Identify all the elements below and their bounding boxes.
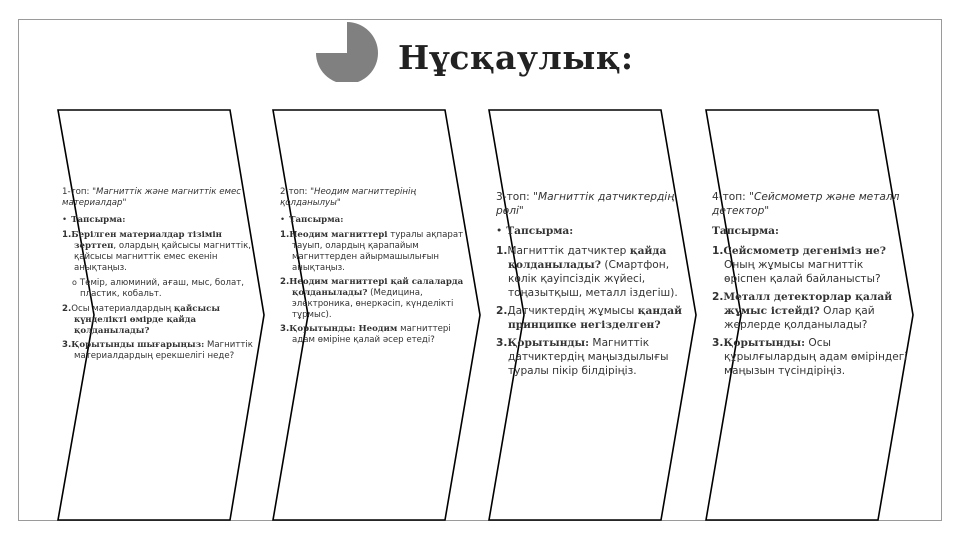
page-title: Нұсқаулық: — [398, 38, 634, 77]
task-label: Тапсырма: — [289, 215, 344, 225]
group-prefix: 3-топ: — [496, 191, 534, 203]
group-panel-1 — [62, 187, 258, 365]
list-item: 1.Магниттік датчиктер қайда қолданылады? (Смартфон, көлік қауіпсіздік жүйесі, тоңазытқыш, металл іздегіш). — [496, 245, 678, 299]
list-item: 1.Сейсмометр дегеніміз не? Оның жұмысы магниттік өріспен қалай байланысты? — [712, 245, 886, 285]
list-item: 3.Қорытынды: Неодим магниттері адам өміріне қалай әсер етеді? — [280, 324, 451, 345]
list-item: 3.Қорытынды: Осы құрылғылардың адам өміріндегі маңызын түсіндіріңіз. — [712, 337, 908, 377]
group-topic: "Магниттік және магниттік емес материалдар" — [62, 187, 241, 208]
bullet-icon: • — [280, 215, 286, 225]
list-item: 1.Неодим магниттері туралы ақпарат тауып, олардың қарапайым магниттерден айырмашылығын анықтаңыз. — [280, 230, 464, 273]
task-label: Тапсырма: — [712, 225, 779, 237]
task-list — [496, 244, 696, 378]
list-item: 2.Металл детекторлар қалай жұмыс істейді? Олар қай жерлерде қолданылады? — [712, 291, 893, 331]
list-item: 2.Осы материалдардың қайсысы күнделікті өмірде қайда қолданылады? — [62, 304, 220, 336]
bullet-icon: • — [62, 215, 68, 225]
group-prefix: 2-топ: — [280, 187, 311, 197]
task-list — [280, 230, 476, 346]
list-item: 2.Датчиктердің жұмысы қандай принципке негізделген? — [496, 305, 682, 331]
bullet-icon: • — [496, 225, 503, 237]
group-topic: "Сейсмометр және металл детектор" — [712, 191, 900, 217]
task-label: Тапсырма: — [506, 225, 574, 237]
group-prefix: 1-топ: — [62, 187, 93, 197]
task-list — [62, 230, 258, 362]
list-item: 3.Қорытынды шығарыңыз: Магниттік материалдардың ерекшелігі неде? — [62, 340, 253, 361]
group-prefix: 4-топ: — [712, 191, 750, 203]
list-item: 2.Неодим магниттері қай салаларда қолданылады? (Медицина, электроника, өнеркәсіп, күнделікті тұрмыс). — [280, 277, 464, 320]
circle-bullet-icon: o — [72, 278, 77, 287]
group-topic: "Неодим магниттерінің қолданылуы" — [280, 187, 417, 208]
group-topic: "Магниттік датчиктердің рөлі" — [496, 191, 675, 217]
group-panel-3 — [496, 190, 696, 382]
list-item: 3.Қорытынды: Магниттік датчиктердің маңыздылығы туралы пікір білдіріңіз. — [496, 337, 669, 377]
group-panel-2 — [280, 187, 476, 349]
list-item: 1.Берілген материалдар тізімін зерттеп, олардың қайсысы магниттік, қайсысы магниттік емес екенін анықтаңыз. — [62, 230, 252, 273]
task-list — [712, 244, 908, 378]
task-label: Тапсырма: — [71, 215, 126, 225]
group-panel-4 — [712, 190, 908, 382]
list-subitem: o Темір, алюминий, ағаш, мыс, болат, пластик, кобальт. — [72, 278, 244, 299]
